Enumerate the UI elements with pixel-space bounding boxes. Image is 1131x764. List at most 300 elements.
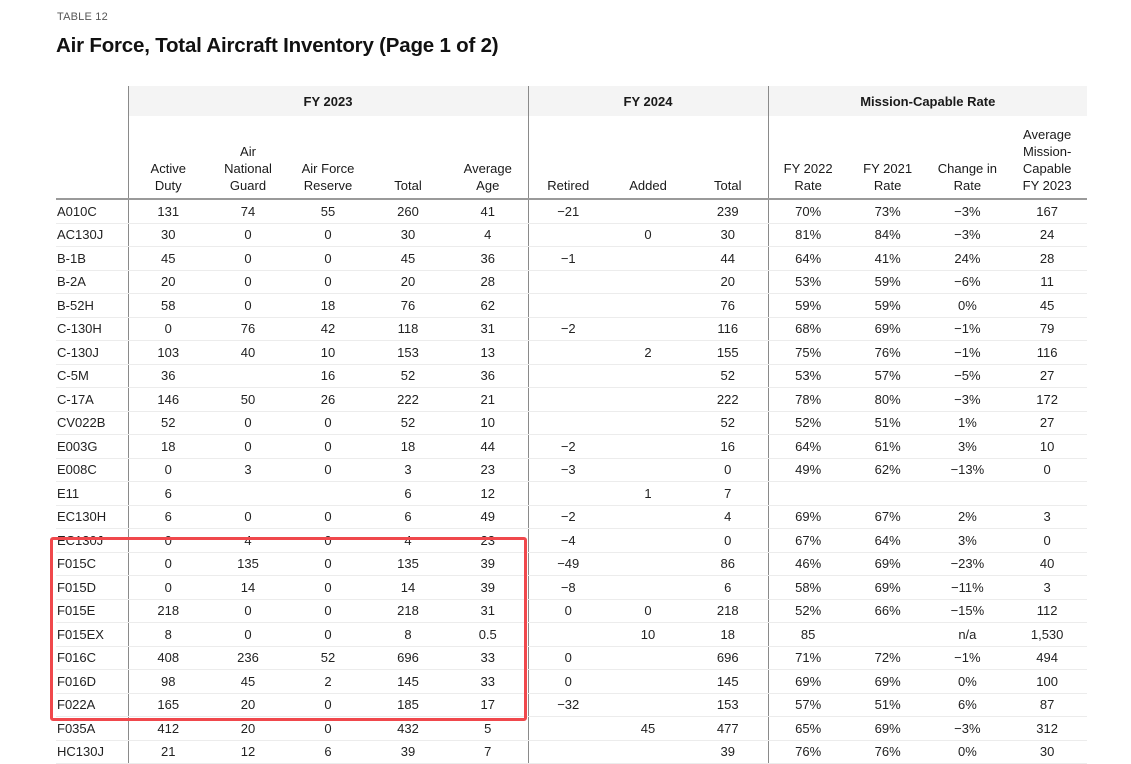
cell-active-duty: 20 bbox=[128, 270, 208, 294]
cell-avg-mission-capable: 79 bbox=[1007, 317, 1087, 341]
cell-air-national-guard: 0 bbox=[208, 435, 288, 459]
cell-total-2024: 20 bbox=[688, 270, 768, 294]
cell-avg-mission-capable: 30 bbox=[1007, 740, 1087, 764]
cell-retired: −3 bbox=[528, 458, 608, 482]
cell-avg-mission-capable: 312 bbox=[1007, 717, 1087, 741]
cell-avg-mission-capable: 24 bbox=[1007, 223, 1087, 247]
cell-air-force-reserve: 0 bbox=[288, 458, 368, 482]
column-header-line: Mission- bbox=[1022, 144, 1072, 159]
cell-average-age: 23 bbox=[448, 529, 528, 553]
cell-air-force-reserve: 0 bbox=[288, 717, 368, 741]
cell-active-duty: 6 bbox=[128, 505, 208, 529]
column-header-air-force-reserve bbox=[288, 116, 368, 199]
cell-air-force-reserve: 0 bbox=[288, 552, 368, 576]
cell-active-duty: 6 bbox=[128, 482, 208, 506]
column-header-fy2022-rate bbox=[768, 116, 848, 199]
aircraft-name: C-5M bbox=[56, 364, 128, 388]
cell-added bbox=[608, 646, 688, 670]
cell-added bbox=[608, 552, 688, 576]
cell-total-2024: 4 bbox=[688, 505, 768, 529]
cell-total-2024: 153 bbox=[688, 693, 768, 717]
column-header-line: Guard bbox=[229, 178, 267, 193]
cell-retired bbox=[528, 388, 608, 412]
cell-added bbox=[608, 529, 688, 553]
cell-fy2021-rate: 67% bbox=[848, 505, 928, 529]
cell-avg-mission-capable: 87 bbox=[1007, 693, 1087, 717]
cell-fy2021-rate: 72% bbox=[848, 646, 928, 670]
cell-total-2023: 260 bbox=[368, 199, 448, 223]
cell-change-in-rate: 6% bbox=[928, 693, 1008, 717]
cell-total-2024: 218 bbox=[688, 599, 768, 623]
aircraft-name: A010C bbox=[56, 199, 128, 223]
cell-air-force-reserve: 42 bbox=[288, 317, 368, 341]
table-row bbox=[56, 552, 1087, 576]
cell-total-2023: 153 bbox=[368, 341, 448, 365]
cell-fy2021-rate: 69% bbox=[848, 317, 928, 341]
cell-change-in-rate: 0% bbox=[928, 294, 1008, 318]
column-header-line: Capable bbox=[1022, 161, 1072, 176]
cell-total-2023: 8 bbox=[368, 623, 448, 647]
cell-air-national-guard: 0 bbox=[208, 247, 288, 271]
column-header-line: Added bbox=[629, 178, 667, 193]
cell-air-national-guard: 76 bbox=[208, 317, 288, 341]
cell-fy2022-rate: 81% bbox=[768, 223, 848, 247]
cell-avg-mission-capable: 100 bbox=[1007, 670, 1087, 694]
cell-fy2022-rate: 52% bbox=[768, 599, 848, 623]
cell-change-in-rate: −6% bbox=[928, 270, 1008, 294]
cell-air-force-reserve: 16 bbox=[288, 364, 368, 388]
cell-fy2021-rate: 69% bbox=[848, 717, 928, 741]
cell-fy2022-rate: 64% bbox=[768, 435, 848, 459]
cell-air-national-guard bbox=[208, 482, 288, 506]
cell-added: 0 bbox=[608, 223, 688, 247]
column-header-active-duty bbox=[128, 116, 208, 199]
cell-air-national-guard: 0 bbox=[208, 294, 288, 318]
cell-change-in-rate: 3% bbox=[928, 435, 1008, 459]
cell-fy2022-rate: 69% bbox=[768, 670, 848, 694]
cell-active-duty: 0 bbox=[128, 317, 208, 341]
cell-air-national-guard: 0 bbox=[208, 223, 288, 247]
cell-average-age: 4 bbox=[448, 223, 528, 247]
cell-change-in-rate: −5% bbox=[928, 364, 1008, 388]
cell-fy2021-rate bbox=[848, 482, 928, 506]
cell-total-2024: 222 bbox=[688, 388, 768, 412]
aircraft-name: F016D bbox=[56, 670, 128, 694]
cell-air-force-reserve: 52 bbox=[288, 646, 368, 670]
aircraft-name: F015D bbox=[56, 576, 128, 600]
cell-retired: 0 bbox=[528, 670, 608, 694]
cell-added: 1 bbox=[608, 482, 688, 506]
cell-retired bbox=[528, 223, 608, 247]
cell-retired bbox=[528, 482, 608, 506]
column-header-line: Rate bbox=[794, 178, 822, 193]
cell-total-2024: 239 bbox=[688, 199, 768, 223]
cell-fy2022-rate: 53% bbox=[768, 270, 848, 294]
cell-fy2022-rate: 75% bbox=[768, 341, 848, 365]
cell-air-force-reserve: 0 bbox=[288, 599, 368, 623]
cell-change-in-rate: −3% bbox=[928, 223, 1008, 247]
cell-fy2021-rate: 51% bbox=[848, 411, 928, 435]
cell-change-in-rate: −11% bbox=[928, 576, 1008, 600]
cell-fy2022-rate: 52% bbox=[768, 411, 848, 435]
column-header-row bbox=[56, 116, 1087, 199]
cell-retired: −4 bbox=[528, 529, 608, 553]
cell-fy2022-rate: 49% bbox=[768, 458, 848, 482]
cell-added bbox=[608, 505, 688, 529]
cell-fy2022-rate: 76% bbox=[768, 740, 848, 764]
column-header-line: Rate bbox=[953, 178, 982, 193]
cell-total-2023: 6 bbox=[368, 482, 448, 506]
cell-added bbox=[608, 740, 688, 764]
cell-active-duty: 0 bbox=[128, 458, 208, 482]
cell-active-duty: 408 bbox=[128, 646, 208, 670]
group-header-row bbox=[56, 86, 1087, 116]
cell-air-national-guard: 0 bbox=[208, 270, 288, 294]
table-row bbox=[56, 223, 1087, 247]
cell-air-force-reserve: 10 bbox=[288, 341, 368, 365]
cell-air-force-reserve: 2 bbox=[288, 670, 368, 694]
cell-avg-mission-capable: 27 bbox=[1007, 411, 1087, 435]
cell-air-national-guard: 45 bbox=[208, 670, 288, 694]
cell-air-force-reserve bbox=[288, 482, 368, 506]
group-header-blank bbox=[56, 86, 128, 116]
cell-air-national-guard: 20 bbox=[208, 717, 288, 741]
cell-average-age: 33 bbox=[448, 670, 528, 694]
cell-fy2022-rate: 69% bbox=[768, 505, 848, 529]
cell-total-2024: 145 bbox=[688, 670, 768, 694]
group-header-mission-capable-rate: Mission-Capable Rate bbox=[768, 86, 1087, 116]
aircraft-name: E003G bbox=[56, 435, 128, 459]
aircraft-name: C-130J bbox=[56, 341, 128, 365]
column-header-line: FY 2022 bbox=[783, 161, 833, 176]
cell-retired bbox=[528, 717, 608, 741]
cell-air-national-guard: 135 bbox=[208, 552, 288, 576]
cell-fy2021-rate: 69% bbox=[848, 670, 928, 694]
cell-air-force-reserve: 0 bbox=[288, 270, 368, 294]
cell-total-2024: 39 bbox=[688, 740, 768, 764]
cell-average-age: 39 bbox=[448, 552, 528, 576]
cell-avg-mission-capable: 172 bbox=[1007, 388, 1087, 412]
group-header-fy2023: FY 2023 bbox=[128, 86, 528, 116]
table-row bbox=[56, 294, 1087, 318]
cell-active-duty: 52 bbox=[128, 411, 208, 435]
aircraft-name: E008C bbox=[56, 458, 128, 482]
cell-total-2024: 18 bbox=[688, 623, 768, 647]
cell-avg-mission-capable: 28 bbox=[1007, 247, 1087, 271]
cell-total-2023: 696 bbox=[368, 646, 448, 670]
cell-average-age: 21 bbox=[448, 388, 528, 412]
cell-air-national-guard bbox=[208, 364, 288, 388]
cell-added bbox=[608, 247, 688, 271]
cell-avg-mission-capable: 0 bbox=[1007, 529, 1087, 553]
table-row bbox=[56, 341, 1087, 365]
cell-average-age: 28 bbox=[448, 270, 528, 294]
cell-active-duty: 45 bbox=[128, 247, 208, 271]
cell-retired: −32 bbox=[528, 693, 608, 717]
cell-retired bbox=[528, 270, 608, 294]
cell-active-duty: 103 bbox=[128, 341, 208, 365]
cell-active-duty: 0 bbox=[128, 576, 208, 600]
cell-change-in-rate: −3% bbox=[928, 199, 1008, 223]
cell-average-age: 5 bbox=[448, 717, 528, 741]
cell-active-duty: 98 bbox=[128, 670, 208, 694]
cell-fy2022-rate: 53% bbox=[768, 364, 848, 388]
cell-fy2022-rate: 85 bbox=[768, 623, 848, 647]
cell-added: 45 bbox=[608, 717, 688, 741]
cell-total-2023: 18 bbox=[368, 435, 448, 459]
table-row bbox=[56, 529, 1087, 553]
cell-fy2022-rate: 58% bbox=[768, 576, 848, 600]
cell-active-duty: 218 bbox=[128, 599, 208, 623]
inventory-table bbox=[56, 86, 1087, 764]
cell-fy2021-rate: 59% bbox=[848, 270, 928, 294]
cell-total-2023: 3 bbox=[368, 458, 448, 482]
cell-average-age: 31 bbox=[448, 317, 528, 341]
cell-air-force-reserve: 0 bbox=[288, 505, 368, 529]
cell-air-national-guard: 14 bbox=[208, 576, 288, 600]
cell-avg-mission-capable: 11 bbox=[1007, 270, 1087, 294]
cell-air-force-reserve: 55 bbox=[288, 199, 368, 223]
cell-fy2021-rate: 41% bbox=[848, 247, 928, 271]
cell-retired bbox=[528, 740, 608, 764]
cell-avg-mission-capable: 0 bbox=[1007, 458, 1087, 482]
cell-total-2024: 477 bbox=[688, 717, 768, 741]
cell-avg-mission-capable: 116 bbox=[1007, 341, 1087, 365]
cell-added: 0 bbox=[608, 599, 688, 623]
cell-total-2023: 135 bbox=[368, 552, 448, 576]
cell-added bbox=[608, 693, 688, 717]
cell-change-in-rate: 24% bbox=[928, 247, 1008, 271]
cell-total-2024: 0 bbox=[688, 458, 768, 482]
cell-average-age: 36 bbox=[448, 247, 528, 271]
cell-retired bbox=[528, 294, 608, 318]
cell-avg-mission-capable: 112 bbox=[1007, 599, 1087, 623]
cell-fy2021-rate: 66% bbox=[848, 599, 928, 623]
aircraft-name: B-52H bbox=[56, 294, 128, 318]
cell-avg-mission-capable: 3 bbox=[1007, 576, 1087, 600]
cell-change-in-rate bbox=[928, 482, 1008, 506]
cell-average-age: 41 bbox=[448, 199, 528, 223]
cell-retired bbox=[528, 623, 608, 647]
cell-added bbox=[608, 435, 688, 459]
cell-fy2022-rate: 70% bbox=[768, 199, 848, 223]
table-title: Air Force, Total Aircraft Inventory (Page 1 of 2) bbox=[56, 34, 499, 57]
column-header-line: Rate bbox=[873, 178, 902, 193]
cell-avg-mission-capable: 40 bbox=[1007, 552, 1087, 576]
cell-added: 2 bbox=[608, 341, 688, 365]
column-header-line: Retired bbox=[547, 178, 590, 193]
cell-fy2022-rate: 46% bbox=[768, 552, 848, 576]
cell-change-in-rate: 2% bbox=[928, 505, 1008, 529]
group-header-fy2024: FY 2024 bbox=[528, 86, 768, 116]
cell-average-age: 7 bbox=[448, 740, 528, 764]
aircraft-name: F035A bbox=[56, 717, 128, 741]
cell-added bbox=[608, 388, 688, 412]
cell-fy2021-rate: 69% bbox=[848, 576, 928, 600]
aircraft-name: EC130H bbox=[56, 505, 128, 529]
cell-active-duty: 0 bbox=[128, 552, 208, 576]
column-header-avg-mission-capable bbox=[1007, 116, 1087, 199]
table-row bbox=[56, 317, 1087, 341]
cell-fy2021-rate: 84% bbox=[848, 223, 928, 247]
cell-added bbox=[608, 270, 688, 294]
cell-air-force-reserve: 0 bbox=[288, 435, 368, 459]
table-row bbox=[56, 247, 1087, 271]
cell-air-national-guard: 0 bbox=[208, 599, 288, 623]
cell-fy2021-rate: 76% bbox=[848, 341, 928, 365]
cell-air-force-reserve: 26 bbox=[288, 388, 368, 412]
aircraft-name: F015C bbox=[56, 552, 128, 576]
table-row bbox=[56, 199, 1087, 223]
cell-total-2024: 7 bbox=[688, 482, 768, 506]
table-label: TABLE 12 bbox=[57, 11, 108, 23]
cell-air-national-guard: 0 bbox=[208, 623, 288, 647]
cell-air-force-reserve: 18 bbox=[288, 294, 368, 318]
aircraft-name: F015E bbox=[56, 599, 128, 623]
cell-fy2021-rate bbox=[848, 623, 928, 647]
column-header-line: Active bbox=[150, 161, 186, 176]
cell-average-age: 31 bbox=[448, 599, 528, 623]
cell-change-in-rate: −23% bbox=[928, 552, 1008, 576]
cell-air-national-guard: 236 bbox=[208, 646, 288, 670]
cell-retired: −8 bbox=[528, 576, 608, 600]
aircraft-name: F016C bbox=[56, 646, 128, 670]
column-header-line: Air Force bbox=[301, 161, 355, 176]
cell-air-national-guard: 74 bbox=[208, 199, 288, 223]
cell-added bbox=[608, 294, 688, 318]
column-header-line: Average bbox=[463, 161, 512, 176]
cell-total-2023: 30 bbox=[368, 223, 448, 247]
cell-active-duty: 21 bbox=[128, 740, 208, 764]
aircraft-name: E11 bbox=[56, 482, 128, 506]
cell-air-national-guard: 4 bbox=[208, 529, 288, 553]
cell-added: 10 bbox=[608, 623, 688, 647]
cell-average-age: 33 bbox=[448, 646, 528, 670]
cell-avg-mission-capable: 1,530 bbox=[1007, 623, 1087, 647]
table-row bbox=[56, 576, 1087, 600]
cell-fy2022-rate: 67% bbox=[768, 529, 848, 553]
cell-average-age: 12 bbox=[448, 482, 528, 506]
cell-total-2024: 52 bbox=[688, 364, 768, 388]
table-row bbox=[56, 740, 1087, 764]
cell-total-2024: 52 bbox=[688, 411, 768, 435]
cell-air-national-guard: 12 bbox=[208, 740, 288, 764]
cell-active-duty: 412 bbox=[128, 717, 208, 741]
column-header-line: FY 2021 bbox=[863, 161, 913, 176]
cell-average-age: 36 bbox=[448, 364, 528, 388]
cell-fy2022-rate: 71% bbox=[768, 646, 848, 670]
column-header-air-national-guard bbox=[208, 116, 288, 199]
cell-avg-mission-capable: 27 bbox=[1007, 364, 1087, 388]
table-row bbox=[56, 646, 1087, 670]
cell-average-age: 13 bbox=[448, 341, 528, 365]
aircraft-name: F022A bbox=[56, 693, 128, 717]
cell-total-2023: 432 bbox=[368, 717, 448, 741]
cell-added bbox=[608, 458, 688, 482]
cell-change-in-rate: −13% bbox=[928, 458, 1008, 482]
cell-retired: −2 bbox=[528, 317, 608, 341]
cell-average-age: 44 bbox=[448, 435, 528, 459]
table-row bbox=[56, 435, 1087, 459]
cell-change-in-rate: −3% bbox=[928, 717, 1008, 741]
cell-retired bbox=[528, 341, 608, 365]
cell-fy2021-rate: 62% bbox=[848, 458, 928, 482]
table-row bbox=[56, 599, 1087, 623]
column-header-change-in-rate bbox=[928, 116, 1008, 199]
cell-total-2024: 6 bbox=[688, 576, 768, 600]
cell-air-national-guard: 20 bbox=[208, 693, 288, 717]
column-header-line: FY 2023 bbox=[1022, 178, 1072, 193]
cell-fy2021-rate: 64% bbox=[848, 529, 928, 553]
column-header-added bbox=[608, 116, 688, 199]
column-header-total-2024 bbox=[688, 116, 768, 199]
cell-avg-mission-capable bbox=[1007, 482, 1087, 506]
cell-air-force-reserve: 0 bbox=[288, 247, 368, 271]
cell-total-2024: 16 bbox=[688, 435, 768, 459]
cell-change-in-rate: −15% bbox=[928, 599, 1008, 623]
cell-fy2021-rate: 57% bbox=[848, 364, 928, 388]
cell-active-duty: 8 bbox=[128, 623, 208, 647]
column-header-line: Duty bbox=[154, 178, 182, 193]
cell-air-force-reserve: 0 bbox=[288, 623, 368, 647]
cell-fy2022-rate: 78% bbox=[768, 388, 848, 412]
aircraft-name: EC130J bbox=[56, 529, 128, 553]
column-header-line: Average bbox=[1023, 127, 1072, 142]
aircraft-name: C-17A bbox=[56, 388, 128, 412]
cell-avg-mission-capable: 45 bbox=[1007, 294, 1087, 318]
cell-fy2022-rate: 68% bbox=[768, 317, 848, 341]
table-row bbox=[56, 717, 1087, 741]
cell-fy2021-rate: 76% bbox=[848, 740, 928, 764]
cell-total-2023: 118 bbox=[368, 317, 448, 341]
cell-fy2022-rate bbox=[768, 482, 848, 506]
cell-total-2024: 116 bbox=[688, 317, 768, 341]
cell-total-2023: 218 bbox=[368, 599, 448, 623]
cell-fy2021-rate: 69% bbox=[848, 552, 928, 576]
cell-retired bbox=[528, 364, 608, 388]
cell-air-national-guard: 40 bbox=[208, 341, 288, 365]
cell-fy2022-rate: 59% bbox=[768, 294, 848, 318]
inventory-table-container bbox=[56, 86, 1086, 764]
cell-change-in-rate: −1% bbox=[928, 341, 1008, 365]
cell-air-force-reserve: 6 bbox=[288, 740, 368, 764]
cell-added bbox=[608, 364, 688, 388]
cell-total-2024: 696 bbox=[688, 646, 768, 670]
cell-total-2023: 145 bbox=[368, 670, 448, 694]
cell-total-2024: 155 bbox=[688, 341, 768, 365]
cell-total-2023: 4 bbox=[368, 529, 448, 553]
cell-avg-mission-capable: 3 bbox=[1007, 505, 1087, 529]
cell-change-in-rate: 0% bbox=[928, 670, 1008, 694]
cell-active-duty: 165 bbox=[128, 693, 208, 717]
cell-change-in-rate: −1% bbox=[928, 646, 1008, 670]
cell-total-2023: 52 bbox=[368, 411, 448, 435]
cell-fy2021-rate: 73% bbox=[848, 199, 928, 223]
cell-retired: 0 bbox=[528, 646, 608, 670]
cell-average-age: 62 bbox=[448, 294, 528, 318]
cell-active-duty: 18 bbox=[128, 435, 208, 459]
table-row bbox=[56, 364, 1087, 388]
cell-total-2024: 76 bbox=[688, 294, 768, 318]
column-header-total-2023 bbox=[368, 116, 448, 199]
aircraft-name: B-1B bbox=[56, 247, 128, 271]
cell-average-age: 39 bbox=[448, 576, 528, 600]
column-header-line: Reserve bbox=[303, 178, 353, 193]
cell-total-2023: 185 bbox=[368, 693, 448, 717]
cell-total-2023: 6 bbox=[368, 505, 448, 529]
table-row bbox=[56, 270, 1087, 294]
column-header-average-age bbox=[448, 116, 528, 199]
